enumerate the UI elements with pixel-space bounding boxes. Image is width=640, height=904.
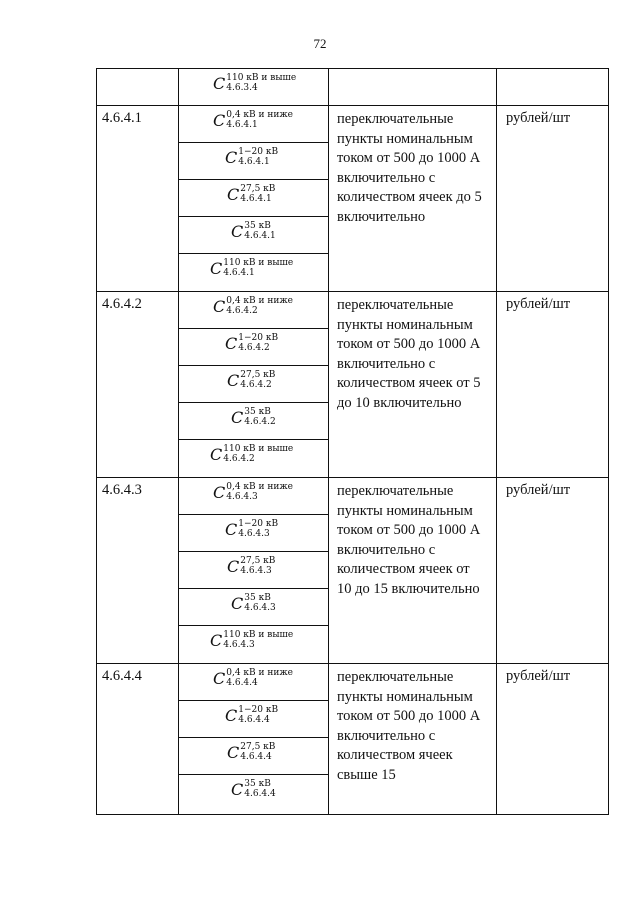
- formula-cell: C 110 кВ и выше 4.6.4.2: [210, 444, 294, 464]
- formula-cell: C 0,4 кВ и ниже 4.6.4.3: [179, 478, 328, 515]
- row-code: 4.6.4.3: [102, 482, 142, 498]
- formula-cell: C 110 кВ и выше 4.6.4.3: [210, 630, 294, 650]
- formula-cell: C 35 кВ 4.6.4.1: [179, 217, 328, 254]
- row-unit: рублей/шт: [506, 668, 571, 684]
- page-number: 72: [313, 36, 327, 51]
- row-description: переключательные пункты номинальным током от 500 до 1000 А включительно с количеством ячеек до 5 включительно: [337, 111, 482, 225]
- formula: C 110 кВ и выше 4.6.3.4: [213, 73, 297, 93]
- formula-cell: [179, 69, 328, 106]
- formula-cell: C 1−20 кВ 4.6.4.4: [179, 701, 328, 738]
- formula-cell: C 110 кВ и выше 4.6.4.1: [210, 258, 294, 278]
- row-description: переключательные пункты номинальным током от 500 до 1000 А включительно с количеством ячеек от 5 до 10 включительно: [337, 297, 481, 411]
- formula-cell: C 1−20 кВ 4.6.4.1: [179, 143, 328, 180]
- row-code: 4.6.4.1: [102, 110, 142, 126]
- tariff-table: [96, 68, 609, 815]
- table-row-block: [97, 292, 609, 478]
- table-row-block: [97, 664, 609, 815]
- row-code: 4.6.4.4: [102, 668, 142, 684]
- formula-cell: C 0,4 кВ и ниже 4.6.4.2: [179, 292, 328, 329]
- table-row-top: [97, 69, 609, 106]
- formula-cell: C 27,5 кВ 4.6.4.2: [179, 366, 328, 403]
- formula-cell: C 35 кВ 4.6.4.3: [179, 589, 328, 626]
- formula-cell: C 35 кВ 4.6.4.2: [179, 403, 328, 440]
- row-unit: рублей/шт: [506, 296, 571, 312]
- row-unit: рублей/шт: [506, 110, 571, 126]
- formula-cell: C 27,5 кВ 4.6.4.1: [179, 180, 328, 217]
- formula-cell: C 35 кВ 4.6.4.4: [231, 779, 276, 799]
- formula-cell: C 27,5 кВ 4.6.4.3: [179, 552, 328, 589]
- row-description: переключательные пункты номинальным током от 500 до 1000 А включительно с количеством ячеек от 10 до 15 включительно: [337, 483, 481, 597]
- row-code: 4.6.4.2: [102, 296, 142, 312]
- formula-cell: C 0,4 кВ и ниже 4.6.4.4: [179, 664, 328, 701]
- row-unit: рублей/шт: [506, 482, 571, 498]
- formula-cell: C 0,4 кВ и ниже 4.6.4.1: [179, 106, 328, 143]
- table-row-block: [97, 106, 609, 292]
- formula-cell: C 1−20 кВ 4.6.4.2: [179, 329, 328, 366]
- table-row-block: [97, 478, 609, 664]
- row-description: переключательные пункты номинальным током от 500 до 1000 А включительно с количеством ячеек свыше 15: [337, 669, 481, 783]
- formula-cell: C 27,5 кВ 4.6.4.4: [179, 738, 328, 775]
- formula-cell: C 1−20 кВ 4.6.4.3: [179, 515, 328, 552]
